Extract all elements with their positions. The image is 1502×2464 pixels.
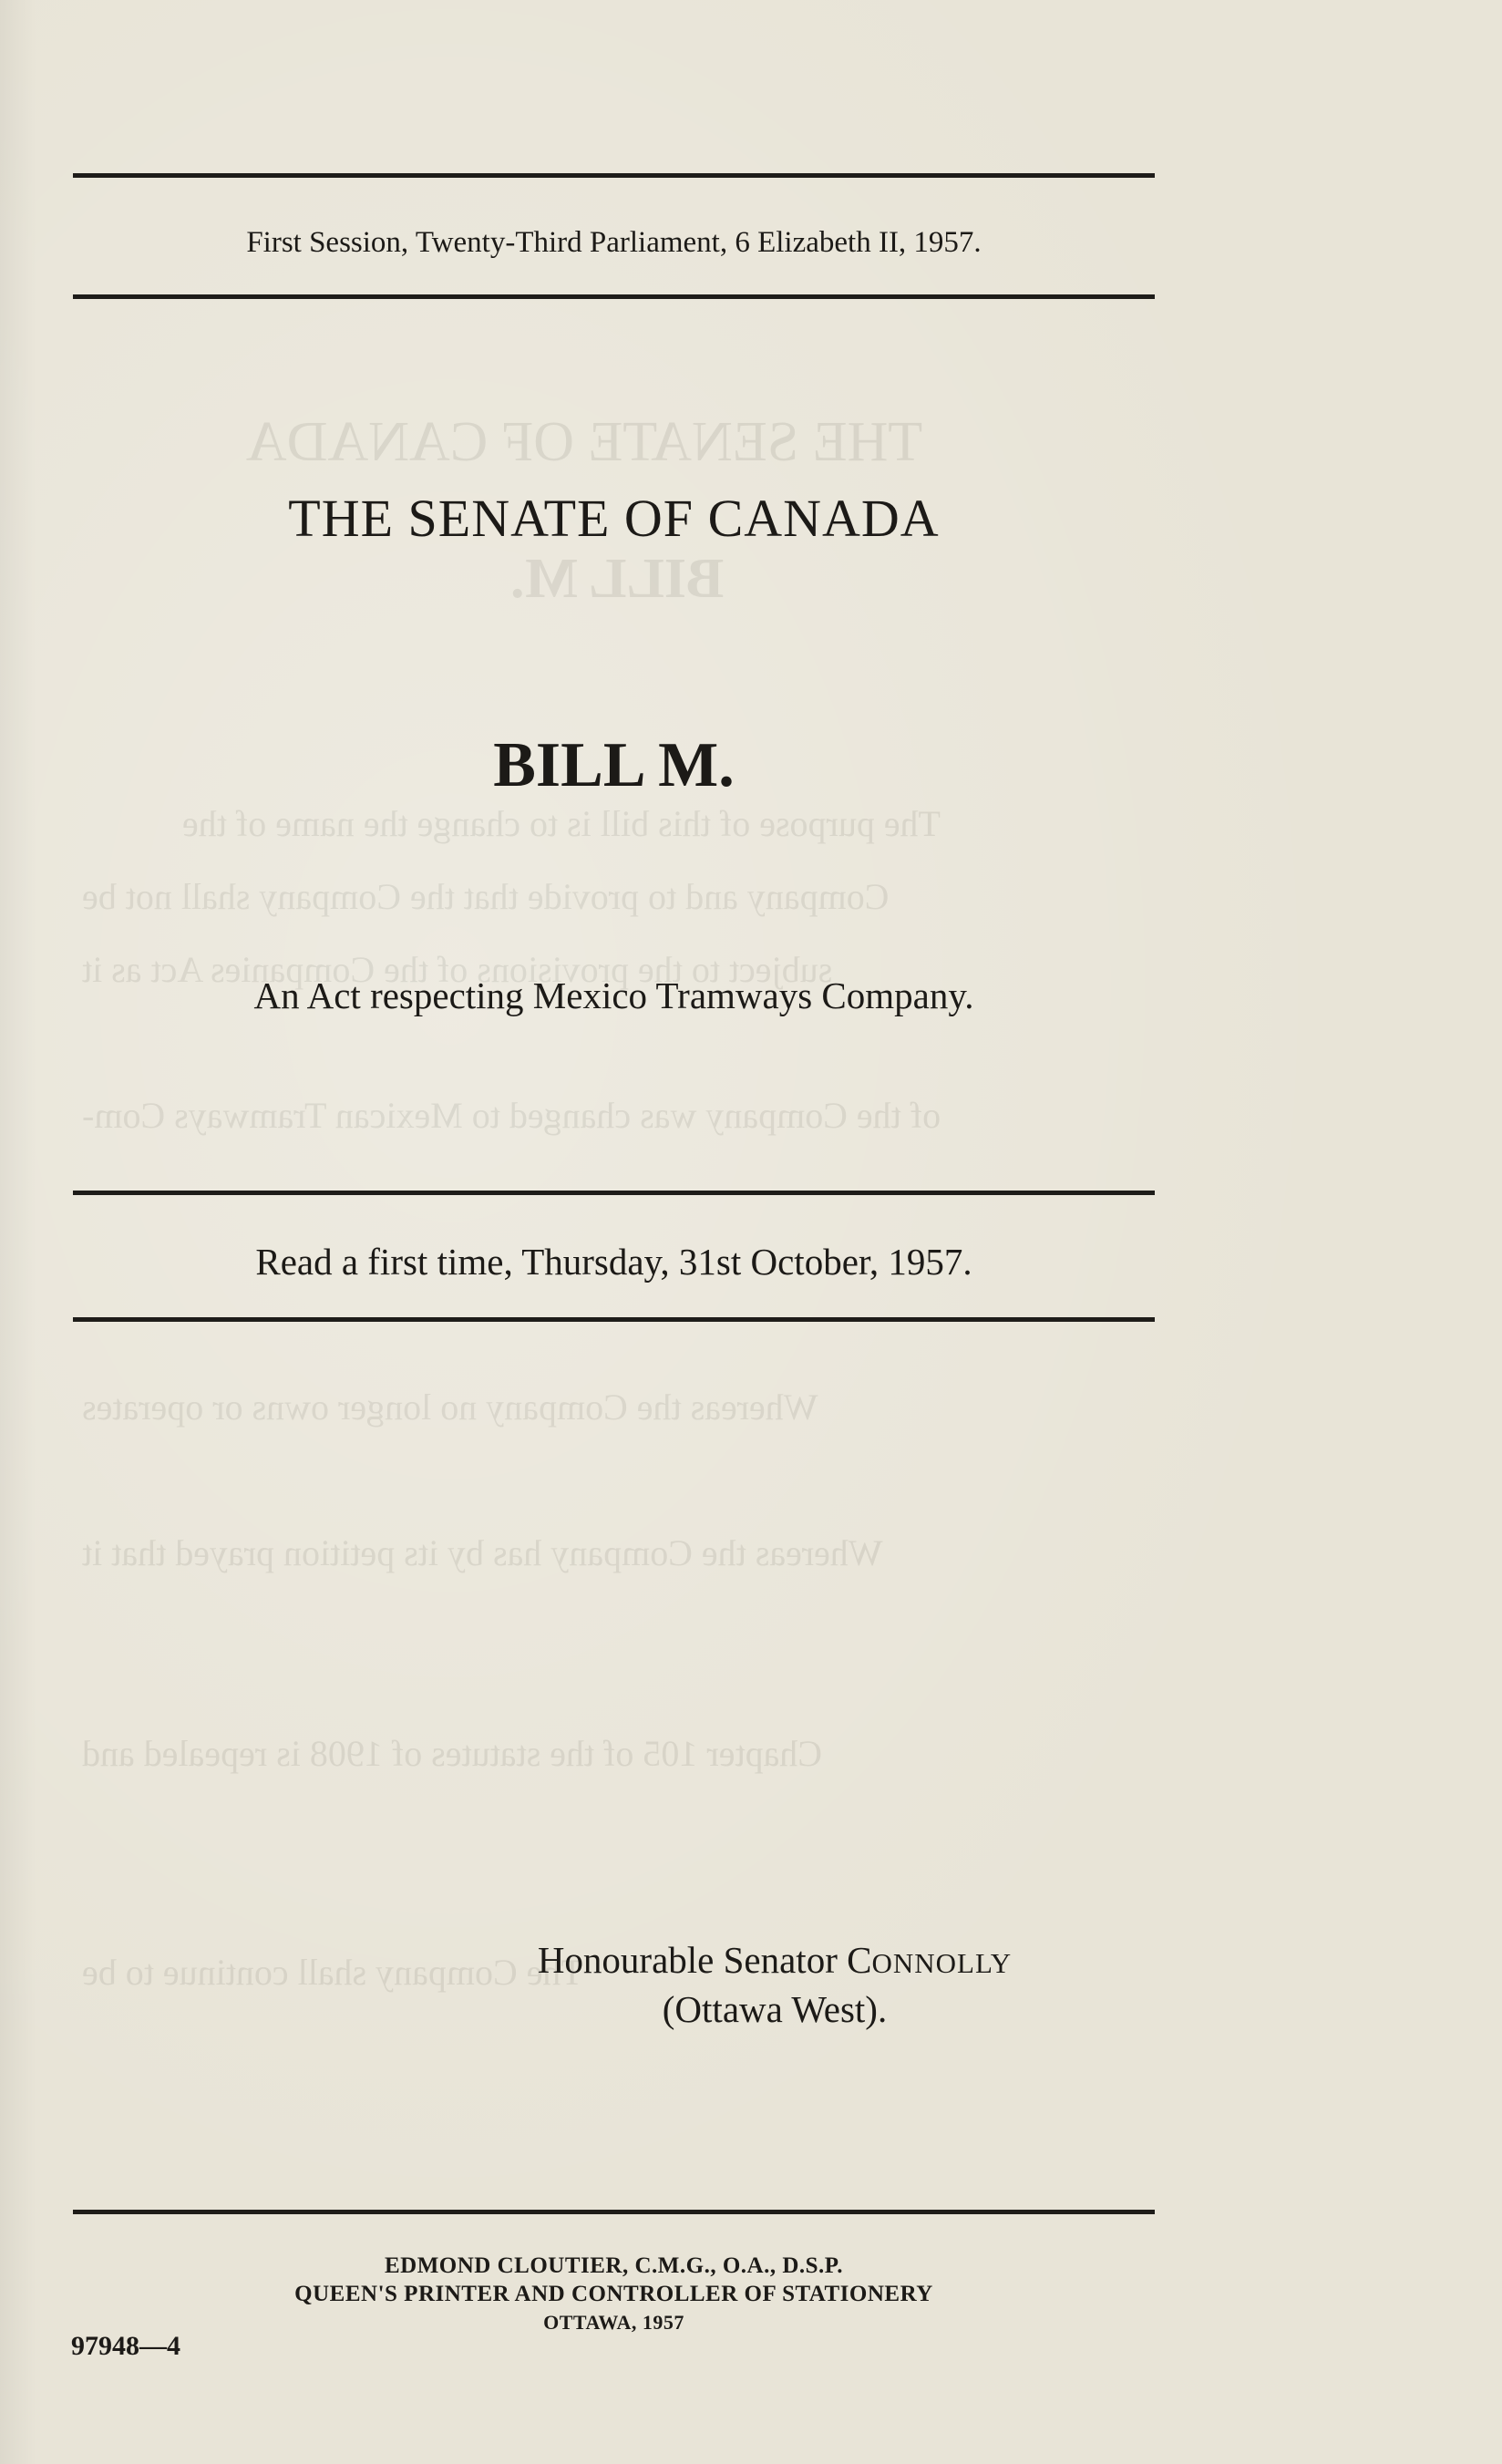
- bleed-through-decoration: subject to the provisions of the Companies Act as it: [82, 949, 833, 990]
- document-code: 97948—4: [71, 2331, 180, 2361]
- printer-line-2: QUEEN'S PRINTER AND CONTROLLER OF STATIONERY: [294, 2282, 933, 2306]
- bleed-through-decoration: BILL M.: [510, 548, 725, 610]
- sponsor-block: [492, 1937, 1057, 2032]
- footer-rule: [73, 2210, 1155, 2214]
- reading-bottom-rule: [73, 1317, 1155, 1322]
- sponsor-name-rest: ONNOLLY: [871, 1947, 1013, 1979]
- top-rule: [73, 173, 1155, 178]
- senate-title: THE SENATE OF CANADA: [288, 489, 940, 548]
- bleed-through-decoration: The Company shall continue to be: [82, 1952, 583, 1993]
- bleed-through-decoration: Company and to provide that the Company shall not be: [82, 876, 890, 917]
- bleed-through-decoration: THE SENATE OF CANADA: [246, 411, 923, 473]
- sponsor-name-initial: C: [847, 1939, 872, 1981]
- bill-title: BILL M.: [493, 730, 735, 800]
- sponsor-prefix: Honourable Senator: [537, 1939, 848, 1981]
- bleed-through-decoration: of the Company was changed to Mexican Tramways Com-: [82, 1095, 941, 1136]
- bleed-through-decoration: Chapter 105 of the statutes of 1908 is repealed and: [82, 1733, 822, 1774]
- reading-top-rule: [73, 1191, 1155, 1195]
- printer-line-3: OTTAWA, 1957: [543, 2311, 684, 2334]
- sponsor-riding: (Ottawa West).: [662, 1988, 888, 2030]
- session-line: First Session, Twenty-Third Parliament, 6 Elizabeth II, 1957.: [246, 226, 982, 259]
- sponsor-name-line: [492, 1937, 1057, 1986]
- session-rule: [73, 294, 1155, 299]
- bleed-through-decoration: Whereas the Company has by its petition prayed that it: [82, 1532, 883, 1573]
- act-title: An Act respecting Mexico Tramways Company.: [253, 974, 974, 1016]
- bleed-through-decoration: The purpose of this bill is to change the name of the: [182, 803, 941, 844]
- printer-line-1: EDMOND CLOUTIER, C.M.G., O.A., D.S.P.: [384, 2253, 844, 2278]
- first-reading-line: Read a first time, Thursday, 31st October, 1957.: [255, 1241, 972, 1283]
- printer-imprint: [73, 2252, 1155, 2336]
- bleed-through-decoration: Whereas the Company no longer owns or operates: [82, 1387, 818, 1428]
